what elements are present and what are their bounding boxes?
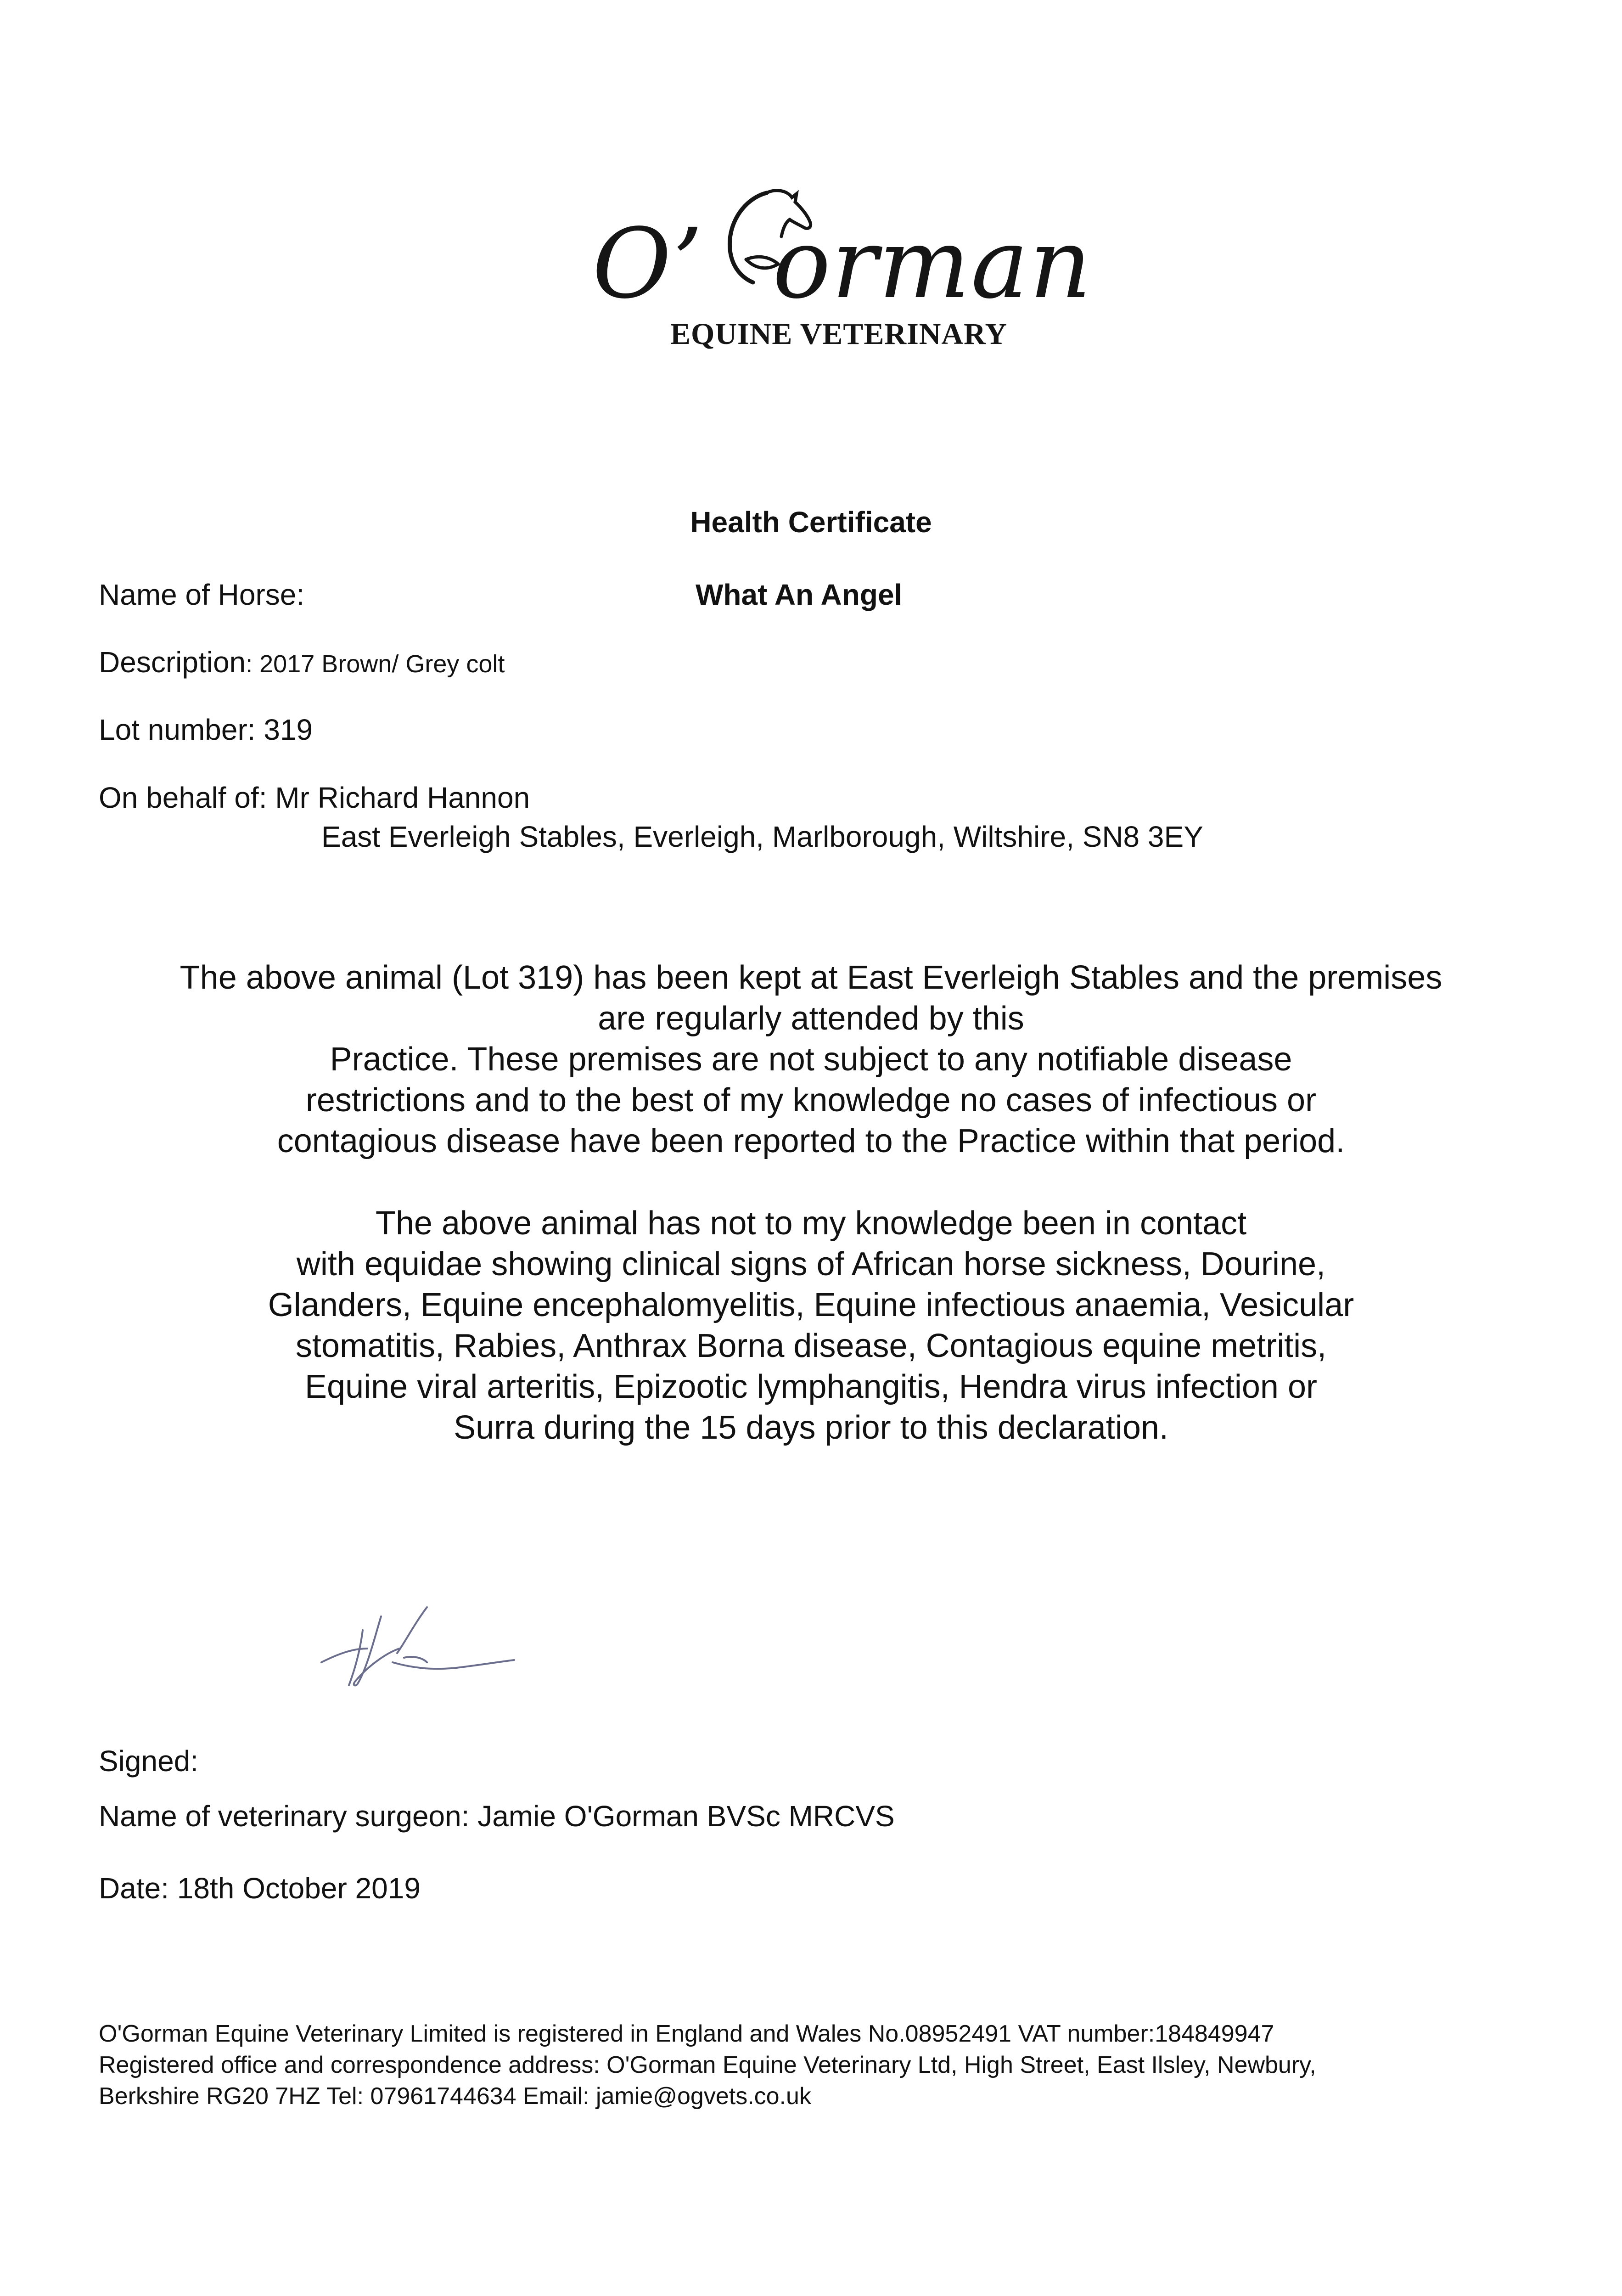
paragraph-line: Surra during the 15 days prior to this declaration. — [454, 1409, 1168, 1446]
logo-wordmark: O’ orman — [592, 208, 1093, 320]
description-value: : 2017 Brown/ Grey colt — [246, 650, 505, 678]
company-logo — [592, 179, 1093, 372]
company-footer — [99, 2018, 1316, 2112]
paragraph-line: Practice. These premises are not subject to any notifiable disease — [330, 1041, 1292, 1078]
description-line — [99, 645, 505, 679]
declaration-paragraph-1 — [92, 957, 1530, 1162]
paragraph-line: restrictions and to the best of my knowledge no cases of infectious or — [305, 1082, 1317, 1119]
on-behalf-address: East Everleigh Stables, Everleigh, Marlborough, Wiltshire, SN8 3EY — [321, 820, 1203, 853]
paragraph-line: are regularly attended by this — [598, 1000, 1024, 1037]
signed-label: Signed: — [99, 1745, 199, 1778]
horse-name-value: What An Angel — [696, 578, 903, 611]
paragraph-line: The above animal has not to my knowledge been in contact — [375, 1205, 1247, 1242]
paragraph-line: Equine viral arteritis, Epizootic lymphangitis, Hendra virus infection or — [305, 1368, 1317, 1405]
certificate-title: Health Certificate — [690, 506, 932, 539]
veterinary-surgeon-line: Name of veterinary surgeon: Jamie O'Gorman BVSc MRCVS — [99, 1800, 895, 1833]
paragraph-line: contagious disease have been reported to the Practice within that period. — [277, 1123, 1345, 1159]
horse-name-label: Name of Horse: — [99, 578, 305, 611]
declaration-paragraph-2 — [92, 1203, 1530, 1448]
on-behalf-line: On behalf of: Mr Richard Hannon — [99, 781, 530, 814]
footer-line: O'Gorman Equine Veterinary Limited is registered in England and Wales No.08952491 VAT number:184849947 — [99, 2020, 1274, 2047]
paragraph-line: The above animal (Lot 319) has been kept at East Everleigh Stables and the premises — [180, 959, 1442, 996]
description-label: Description — [99, 646, 246, 679]
date-line: Date: 18th October 2019 — [99, 1872, 421, 1905]
horse-head-icon — [698, 179, 817, 298]
footer-line: Registered office and correspondence address: O'Gorman Equine Veterinary Ltd, High Street, East Ilsley, Newbury, — [99, 2052, 1316, 2078]
paragraph-line: stomatitis, Rabies, Anthrax Borna disease, Contagious equine metritis, — [295, 1328, 1327, 1364]
logo-subtitle: EQUINE VETERINARY — [670, 317, 1008, 351]
handwritten-signature — [312, 1598, 523, 1699]
paragraph-line: with equidae showing clinical signs of African horse sickness, Dourine, — [296, 1246, 1326, 1283]
lot-number-line: Lot number: 319 — [99, 713, 313, 746]
paragraph-line: Glanders, Equine encephalomyelitis, Equine infectious anaemia, Vesicular — [268, 1287, 1354, 1323]
footer-line: Berkshire RG20 7HZ Tel: 07961744634 Email: jamie@ogvets.co.uk — [99, 2083, 811, 2110]
